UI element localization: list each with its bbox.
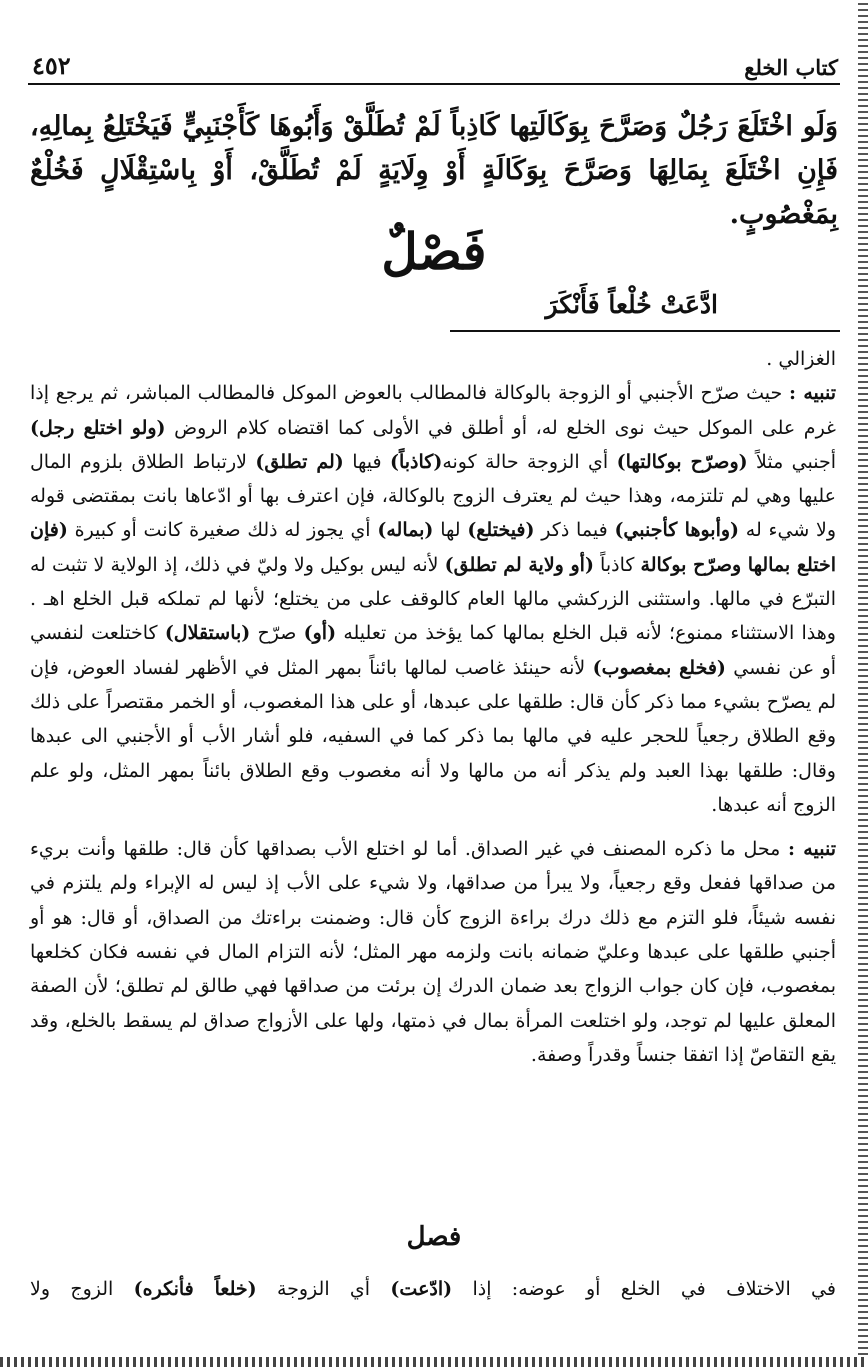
matn-quote: (أو ولاية لم تطلق) [444,553,594,576]
commentary-text: كاختلعت لنفسي أو عن نفسي [30,622,836,679]
matn-quote: (وصرّح بوكالتها) [616,450,748,473]
commentary-text: أي الزوجة [276,1278,371,1300]
matn-quote: (وأبوها كأجنبي) [614,519,740,542]
commentary-text: الزوج ولا [30,1278,114,1300]
matn-quote: (فإن اختلع بمالها وصرّح بوكالة [30,519,837,576]
header-rule [28,83,840,85]
section-first-line [30,1272,836,1306]
chapter-title: كتاب الخلع [744,55,838,80]
commentary-text: أجنبي مثلاً [756,450,837,473]
page-header [32,40,838,80]
matn-quote: (باستقلال) [164,622,251,645]
commentary-text: أي يجوز له ذلك صغيرة كانت أو كبيرة [74,519,371,542]
matn-quote: (كاذباً) [389,450,443,473]
matn-quote: (أو) [303,622,337,645]
commentary-text: الغزالي . [766,348,836,370]
matn-separator [450,330,840,332]
matn-paragraph: وَلَو اخْتَلَعَ رَجُلٌ وَصَرَّحَ بِوَكَالَتِها كَاذِباً لَمْ تُطَلَّقْ وَأَبُوهَا كَأَجْنَبِيٍّ فَيَخْتَلِعُ بِمالِهِ، فَإِنِ اخْتَلَعَ بِمَالِهَا وَصَرَّحَ بِوَكَالَةٍ أَوْ وِلَايَةٍ لَمْ تُطَلَّقْ، أَوْ بِاسْتِقْلَالٍ فَخُلْعٌ بِمَغْصُوبٍ. [30,111,838,230]
commentary-paragraph [30,376,836,822]
commentary-text: لارتباط الطلاق بلزوم المال عليها وهي لم تلتزمه، وهذا حيث لم يعترف الزوج بالوكالة، فإن اعترف بها أو ادّعاها بانت بمقتضى قوله ولا شيء له [30,450,837,542]
commentary-text: محل ما ذكره المصنف في غير الصداق. أما لو اختلع الأب بصداقها كأن قال: طلقها وأنت بريء من صداقها ففعل وقع رجعياً، ولا يبرأ من صداقها، ولا شيء على الأب إذ ليس له الإبراء ولم يلتزم في نفسه شيئاً، فلو التزم مع ذلك درك براءة الزوج كأن قال: وضمنت براءتك من الصداق، أو قال: هو أو أجنبي طلقها على عبدها وعليّ ضمانه بانت ولزمه مهر المثل؛ لأنه التزام المال في نفسه فكان كخلعها بمغصوب، فإن كان جواب الزواج بعد ضمان الدرك إن برئت من صداقها فهي طالق لم تطلق؛ لأن الصفة المعلق عليها لم توجد، ولو اختلعت المرأة بمال في ذمتها، ولها على الأزواج صداق لم يسقط بالخلع، وقد يقع التقاصّ إذا اتفقا جنساً وقدراً وصفة. [30,838,836,1066]
commentary-text: أي الزوجة حالة كونه [442,450,609,473]
matn-quote: (ولو اختلع رجل) [30,416,166,439]
commentary-paragraph [30,832,836,1072]
matn-quote: (فيختلع) [467,519,535,542]
matn-quote: (لم تطلق) [255,450,344,473]
matn-second-line: ادَّعَتْ خُلْعاً فَأَنْكَرَ [545,290,718,319]
commentary-text: في الاختلاف في الخلع أو عوضه: إذا [472,1278,836,1300]
ornamental-border-right [858,0,868,1367]
matn-quote: (خلعاً فأنكره) [133,1278,257,1300]
commentary-text: فيها [352,450,382,473]
commentary [30,342,836,1072]
commentary-text: صرّح [257,622,297,645]
commentary-text: لها [440,519,461,542]
fasl-heading: فَصْلٌ [381,222,487,281]
commentary-text: لأنه حينئذ غاصب لمالها بائناً بمهر المثل في الأظهر لفساد العوض، فإن لم يصرّح بشيء مما ذكر كأن قال: طلقها على عبدها، أو على هذا المغصوب، أو الخمر مقتصراً على ذلك وقع الطلاق رجعياً للحجر عليه في مالها بما ذكر كما في السفيه، فلو أشار الأب أو الأجنبي الى عبدها وقال: طلقها بهذا العبد ولم يذكر أنه من مالها ولا أنه مغصوب وقع الطلاق بائناً بمهر المثل، ولو علم الزوج أنه عبدها. [30,656,836,816]
commentary-text: حيث صرّح الأجنبي أو الزوجة بالوكالة فالمطالب بالعوض الموكل فالمطالب المباشر، ثم يرجع إذا غرم على الموكل حيث نوى الخلع له، أو أطلق في الأولى كما اقتضاه كلام الروض [30,382,836,439]
page-number: ٤٥٢ [32,51,71,80]
commentary-line [30,342,836,376]
section-heading: فصل [406,1222,462,1252]
matn-quote: (بماله) [377,519,434,542]
matn-quote: (فخلع بمغصوب) [592,656,726,679]
note-label: تنبيه : [788,838,836,861]
note-label: تنبيه : [788,382,836,405]
commentary-text: لأنه ليس بوكيل ولا وليّ في ذلك، إذ الولاية لا تثبت له التبرّع في مالها. واستثنى الزركشي مالها العام كالوقف على من يختلع؛ لأنها لم تملكه قبل الخلع اهـ . وهذا الاستثناء ممنوع؛ لأنه قبل الخلع بمالها كما يؤخذ من تعليله [30,553,836,645]
commentary-text: كاذباً [600,553,635,576]
commentary-text: فيما ذكر [541,519,608,542]
ornamental-border-bottom [0,1357,868,1367]
matn-quote: (ادّعت) [390,1278,453,1300]
